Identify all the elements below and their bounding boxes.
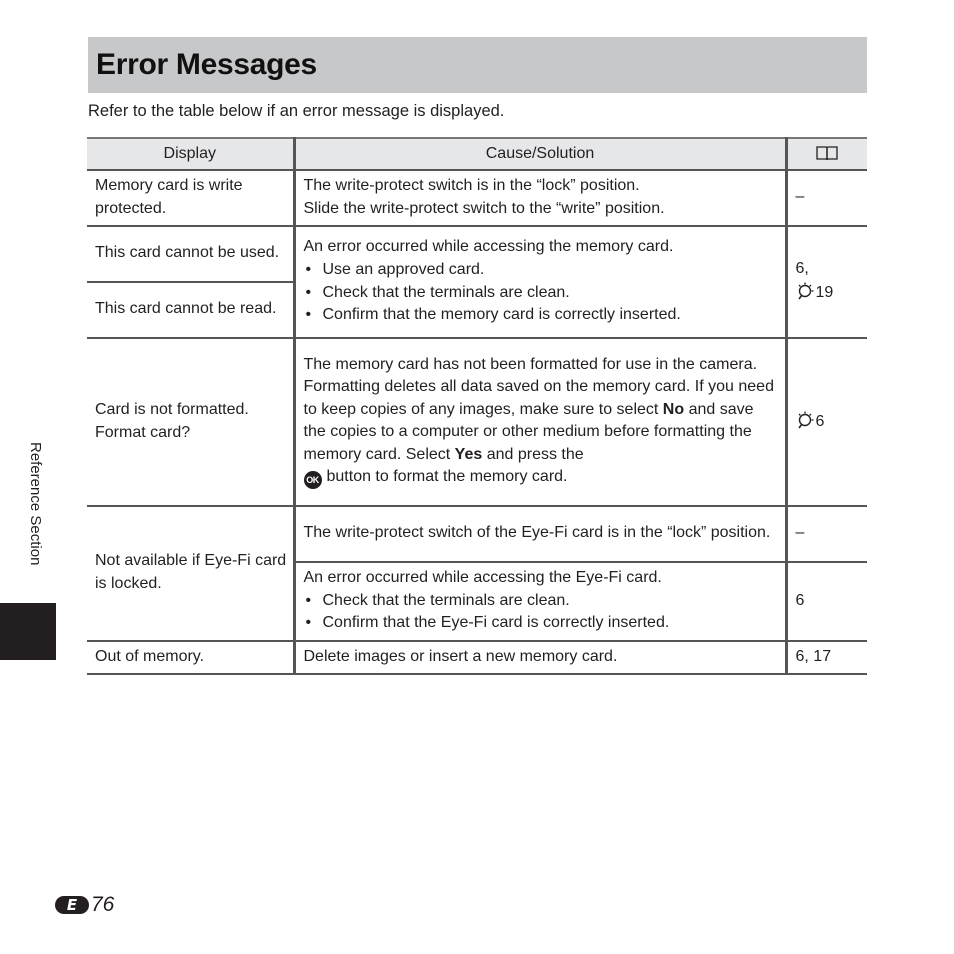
book-icon xyxy=(815,145,839,161)
page-number xyxy=(54,893,114,917)
cause-text: Formatting deletes all data saved on the memory card. If you need to keep copies of any images, make sure to select xyxy=(303,378,774,418)
table-row xyxy=(87,338,867,506)
cause-line: Slide the write-protect switch to the “write” position. xyxy=(303,199,665,217)
cause-bullets xyxy=(304,590,779,635)
cause-text: and save the copies to a computer or other medium before formatting the memory card. Select xyxy=(303,400,754,463)
list-item: • Confirm that the memory card is correctly inserted. xyxy=(304,304,779,327)
row-reference xyxy=(786,226,867,338)
header-display: Display xyxy=(87,138,294,170)
row-cause: The write-protect switch of the Eye-Fi card is in the “lock” position. xyxy=(294,506,786,562)
cause-text: and press the xyxy=(482,445,584,463)
row-display: Out of memory. xyxy=(87,641,294,674)
section-tab xyxy=(0,603,56,660)
row-reference: – xyxy=(786,506,867,562)
cause-paragraph xyxy=(304,466,779,489)
row-cause xyxy=(294,170,786,226)
title-bar xyxy=(88,37,867,93)
cause-paragraph xyxy=(304,376,779,466)
ref-page: 19 xyxy=(815,284,834,301)
header-cause: Cause/Solution xyxy=(294,138,786,170)
list-item: • Check that the terminals are clean. xyxy=(304,590,779,613)
error-messages-table xyxy=(87,137,867,675)
list-item: • Use an approved card. xyxy=(304,259,779,282)
ok-button-icon: OK xyxy=(304,471,322,489)
row-cause xyxy=(294,226,786,338)
list-item: • Check that the terminals are clean. xyxy=(304,282,779,305)
page-title: Error Messages xyxy=(96,48,317,81)
page-number-text: 76 xyxy=(91,893,115,916)
reference-page-icon xyxy=(796,410,815,429)
svg-text:E: E xyxy=(66,896,78,914)
section-label: Reference Section xyxy=(27,442,44,566)
row-display: Card is not formatted. Format card? xyxy=(87,338,294,506)
cause-intro: An error occurred while accessing the memory card. xyxy=(303,238,674,256)
row-cause xyxy=(294,562,786,641)
header-reference xyxy=(786,138,867,170)
row-reference: 6, 17 xyxy=(786,641,867,674)
table-row xyxy=(87,641,867,674)
table-row xyxy=(87,170,867,226)
cause-bullets xyxy=(304,259,779,327)
ref-line xyxy=(796,281,862,305)
intro-text: Refer to the table below if an error message is displayed. xyxy=(88,102,505,120)
row-display: This card cannot be used. xyxy=(87,226,294,282)
option-yes: Yes xyxy=(454,445,483,463)
row-display: This card cannot be read. xyxy=(87,282,294,338)
cause-text: button to format the memory card. xyxy=(326,468,568,486)
reference-e-icon xyxy=(54,895,90,915)
row-cause: Delete images or insert a new memory card. xyxy=(294,641,786,674)
row-reference: – xyxy=(786,170,867,226)
table-header-row xyxy=(87,138,867,170)
table-row xyxy=(87,506,867,562)
table-row xyxy=(87,226,867,282)
ref-line: 6, xyxy=(795,260,809,278)
cause-paragraph: The memory card has not been formatted for use in the camera. xyxy=(303,355,758,373)
row-display: Memory card is write protected. xyxy=(87,170,294,226)
ref-page: 6 xyxy=(815,412,825,430)
cause-line: The write-protect switch is in the “lock” position. xyxy=(303,176,640,194)
row-display: Not available if Eye-Fi card is locked. xyxy=(87,506,294,641)
reference-page-icon xyxy=(796,281,815,300)
option-no: No xyxy=(662,400,685,418)
cause-intro: An error occurred while accessing the Eye-Fi card. xyxy=(303,569,662,587)
list-item: • Confirm that the Eye-Fi card is correctly inserted. xyxy=(304,612,779,635)
row-reference: 6 xyxy=(786,562,867,641)
row-cause xyxy=(294,338,786,506)
row-reference xyxy=(786,338,867,506)
